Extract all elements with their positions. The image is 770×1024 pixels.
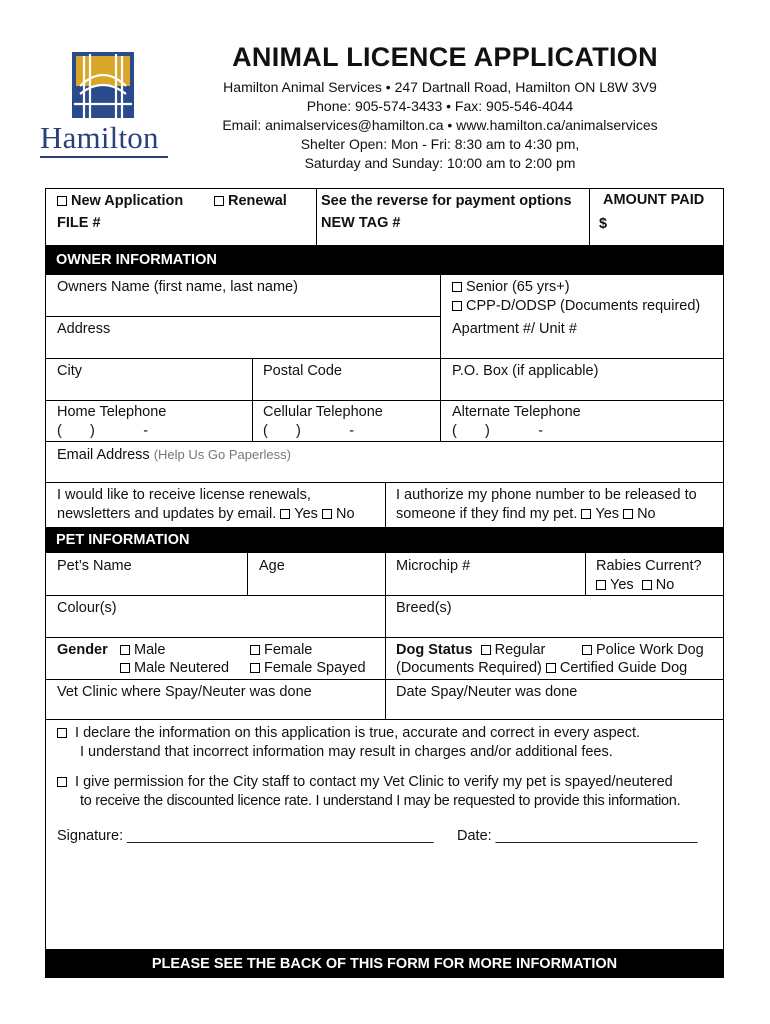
- female-option[interactable]: Female: [250, 641, 312, 660]
- pet-info-heading: PET INFORMATION: [45, 527, 724, 553]
- checkbox-icon[interactable]: [481, 645, 491, 655]
- logo-text: Hamilton: [40, 120, 159, 155]
- phone-line: Phone: 905-574-3433 • Fax: 905-546-4044: [306, 98, 574, 114]
- checkbox-icon[interactable]: [57, 728, 67, 738]
- po-box-field[interactable]: P.O. Box (if applicable): [452, 363, 599, 379]
- new-tag-label: NEW TAG #: [321, 215, 401, 231]
- male-neutered-option[interactable]: Male Neutered: [120, 659, 229, 678]
- renewal-option[interactable]: Renewal: [214, 192, 287, 211]
- checkbox-icon[interactable]: [623, 509, 633, 519]
- checkbox-icon[interactable]: [57, 777, 67, 787]
- checkbox-icon[interactable]: [280, 509, 290, 519]
- rabies-current-options: Yes No: [596, 576, 674, 595]
- owner-info-heading: OWNER INFORMATION: [45, 246, 724, 275]
- email-hint: (Help Us Go Paperless): [153, 447, 291, 462]
- owner-name-field[interactable]: Owners Name (first name, last name): [57, 279, 298, 295]
- breed-field[interactable]: Breed(s): [396, 600, 452, 616]
- city-field[interactable]: City: [57, 363, 82, 379]
- checkbox-icon[interactable]: [120, 645, 130, 655]
- cellular-telephone-template: ( ) -: [263, 423, 355, 439]
- payment-note: See the reverse for payment options: [321, 193, 572, 209]
- guide-dog-row: (Documents Required) Certified Guide Dog: [396, 660, 688, 676]
- amount-paid-label: AMOUNT PAID: [603, 192, 705, 208]
- hours-line-1: Shelter Open: Mon - Fri: 8:30 am to 4:30 pm,: [300, 136, 580, 152]
- authorize-phone-consent: someone if they find my pet. Yes No: [396, 506, 656, 522]
- checkbox-icon[interactable]: [452, 301, 462, 311]
- checkbox-icon[interactable]: [322, 509, 332, 519]
- email-address-field[interactable]: Email Address (Help Us Go Paperless): [57, 447, 291, 463]
- address-field[interactable]: Address: [57, 321, 111, 337]
- cellular-telephone-field[interactable]: Cellular Telephone: [263, 404, 383, 420]
- checkbox-icon[interactable]: [546, 663, 556, 673]
- cpp-odsp-option[interactable]: CPP-D/ODSP (Documents required): [452, 297, 700, 316]
- declaration-1: I declare the information on this application is true, accurate and correct in every aspect.: [57, 724, 640, 743]
- declaration-1-line-2: I understand that incorrect information may result in charges and/or additional fees.: [80, 744, 613, 760]
- police-dog-option[interactable]: Police Work Dog: [582, 641, 704, 660]
- address-line: Hamilton Animal Services • 247 Dartnall Road, Hamilton ON L8W 3V9: [223, 79, 657, 95]
- date-field[interactable]: Date: _________________________: [457, 828, 698, 844]
- alternate-telephone-template: ( ) -: [452, 423, 544, 439]
- pet-name-field[interactable]: Pet’s Name: [57, 558, 132, 574]
- checkbox-icon[interactable]: [120, 663, 130, 673]
- age-field[interactable]: Age: [259, 558, 285, 574]
- alternate-telephone-field[interactable]: Alternate Telephone: [452, 404, 581, 420]
- home-telephone-field[interactable]: Home Telephone: [57, 404, 167, 420]
- colour-field[interactable]: Colour(s): [57, 600, 117, 616]
- footer-notice: PLEASE SEE THE BACK OF THIS FORM FOR MORE INFORMATION: [45, 950, 724, 978]
- renewal-email-consent: newsletters and updates by email. Yes No: [57, 506, 355, 522]
- male-option[interactable]: Male: [120, 641, 165, 660]
- email-line: Email: animalservices@hamilton.ca • www.hamilton.ca/animalservices: [222, 117, 658, 133]
- checkbox-icon[interactable]: [582, 645, 592, 655]
- microchip-field[interactable]: Microchip #: [396, 558, 471, 574]
- page-title: ANIMAL LICENCE APPLICATION: [232, 42, 658, 72]
- checkbox-icon[interactable]: [250, 645, 260, 655]
- declaration-2: I give permission for the City staff to contact my Vet Clinic to verify my pet is spayed/neutered: [57, 773, 673, 792]
- checkbox-icon[interactable]: [250, 663, 260, 673]
- gender-label: Gender: [57, 642, 108, 658]
- home-telephone-template: ( ) -: [57, 423, 149, 439]
- apartment-field[interactable]: Apartment #/ Unit #: [452, 321, 577, 337]
- checkbox-icon[interactable]: [642, 580, 652, 590]
- senior-option[interactable]: Senior (65 yrs+): [452, 278, 570, 297]
- dog-status-row: Dog Status Regular: [396, 642, 546, 658]
- female-spayed-option[interactable]: Female Spayed: [250, 659, 366, 678]
- vet-clinic-field[interactable]: Vet Clinic where Spay/Neuter was done: [57, 684, 312, 700]
- file-number-label: FILE #: [57, 215, 101, 231]
- authorize-phone-text-1: I authorize my phone number to be released to: [396, 487, 697, 503]
- checkbox-icon[interactable]: [596, 580, 606, 590]
- hours-line-2: Saturday and Sunday: 10:00 am to 2:00 pm: [304, 155, 576, 171]
- checkbox-icon[interactable]: [452, 282, 462, 292]
- checkbox-icon[interactable]: [57, 196, 67, 206]
- declaration-2-line-2: to receive the discounted licence rate. I understand I may be requested to provide this information.: [80, 793, 681, 809]
- checkbox-icon[interactable]: [581, 509, 591, 519]
- rabies-current-label: Rabies Current?: [596, 558, 702, 574]
- date-spay-neuter-field[interactable]: Date Spay/Neuter was done: [396, 684, 578, 700]
- signature-field[interactable]: Signature: ______________________________________: [57, 828, 434, 844]
- dollar-sign: $: [599, 216, 608, 232]
- new-application-option[interactable]: New Application: [57, 192, 183, 211]
- checkbox-icon[interactable]: [214, 196, 224, 206]
- postal-code-field[interactable]: Postal Code: [263, 363, 342, 379]
- renewal-email-text-1: I would like to receive license renewals,: [57, 487, 311, 503]
